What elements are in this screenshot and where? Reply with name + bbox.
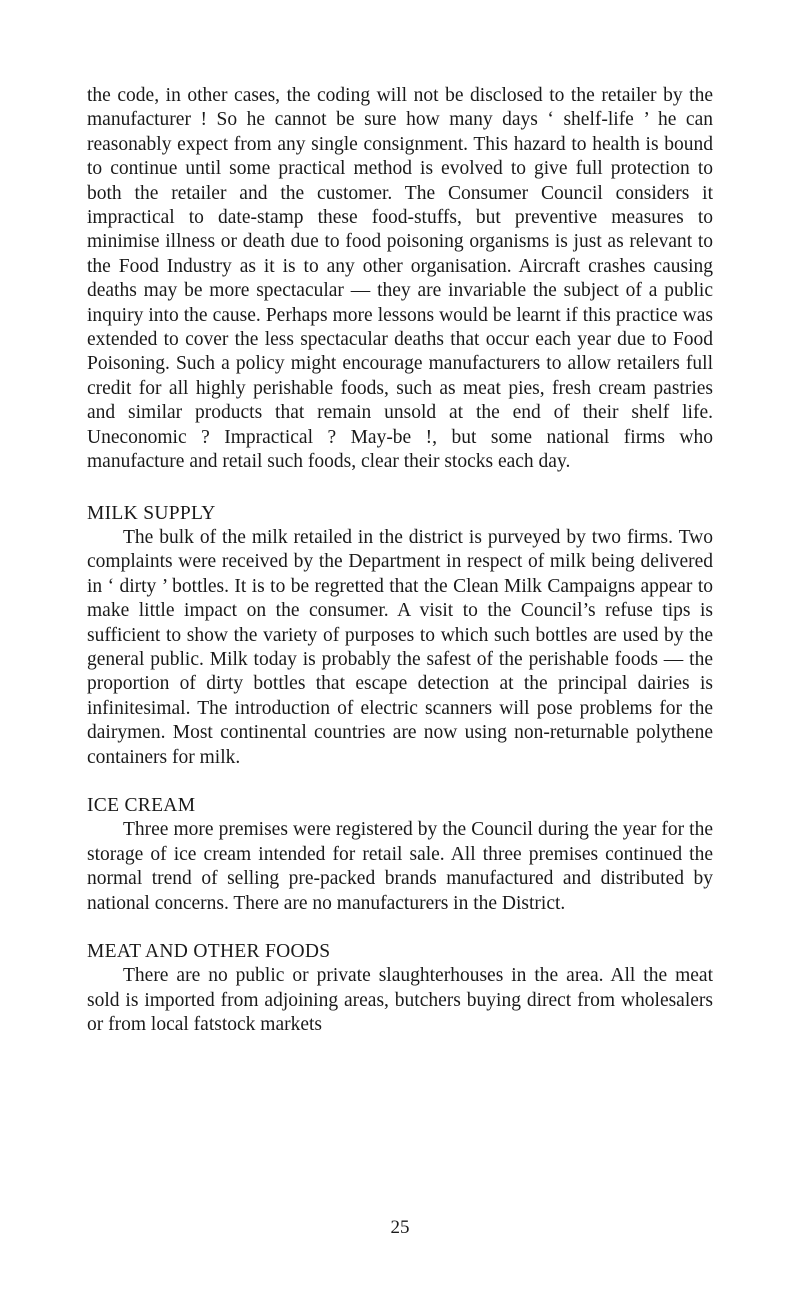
- page-number: 25: [390, 1217, 410, 1238]
- heading-meat-and-other-foods: MEAT AND OTHER FOODS: [87, 941, 331, 962]
- paragraph-milk-supply: The bulk of the milk retailed in the district is purveyed by two firms. Two complaints were received by the Department in respect of milk being delivered in ‘ dirty ’ bottles. It is to be regretted that the Clean Milk Campaigns appear to make little impact on the consumer. A visit to the Council’s refuse tips is sufficient to show the variety of purposes to which such bottles are used by the general public. Milk today is probably the safest of the perishable foods — the proportion of dirty bottles that escape detection at the principal dairies is infinitesimal. The introduction of electric scanners will pose problems for the dairymen. Most continental countries are now using non-returnable polythene containers for milk.: [87, 526, 713, 768]
- paragraph-food-coding: the code, in other cases, the coding will not be disclosed to the retailer by the manufacturer ! So he cannot be sure how many days ‘ shelf-life ’ he can reasonably expect from any single consignment. This hazard to health is bound to continue until some practical method is evolved to give full protection to both the retailer and the customer. The Consumer Council considers it impractical to date-stamp these food-stuffs, but preventive measures to minimise illness or death due to food poisoning organisms is just as relevant to the Food Industry as it is to any other organisation. Aircraft crashes causing deaths may be more spectacular — they are invariable the subject of a public inquiry into the cause. Perhaps more lessons would be learnt if this practice was extended to cover the less spectacular deaths that occur each year due to Food Poisoning. Such a policy might encourage manufacturers to allow retailers full credit for all highly perishable foods, such as meat pies, fresh cream pastries and similar products that remain unsold at the end of their shelf life. Uneconomic ? Impractical ? May-be !, but some national firms who manufacture and retail such foods, clear their stocks each day.: [87, 85, 713, 473]
- document-page: [87, 84, 713, 1038]
- heading-milk-supply: MILK SUPPLY: [87, 502, 216, 524]
- heading-ice-cream: ICE CREAM: [87, 794, 196, 816]
- paragraph-meat-and-other-foods: There are no public or private slaughterhouses in the area. All the meat sold is imported from adjoining areas, butchers buying direct from wholesalers or from local fatstock markets: [87, 965, 713, 1036]
- paragraph-ice-cream: Three more premises were registered by the Council during the year for the storage of ice cream intended for retail sale. All three premises continued the normal trend of selling pre-packed brands manufactured and distributed by national concerns. There are no manufacturers in the District.: [87, 819, 713, 914]
